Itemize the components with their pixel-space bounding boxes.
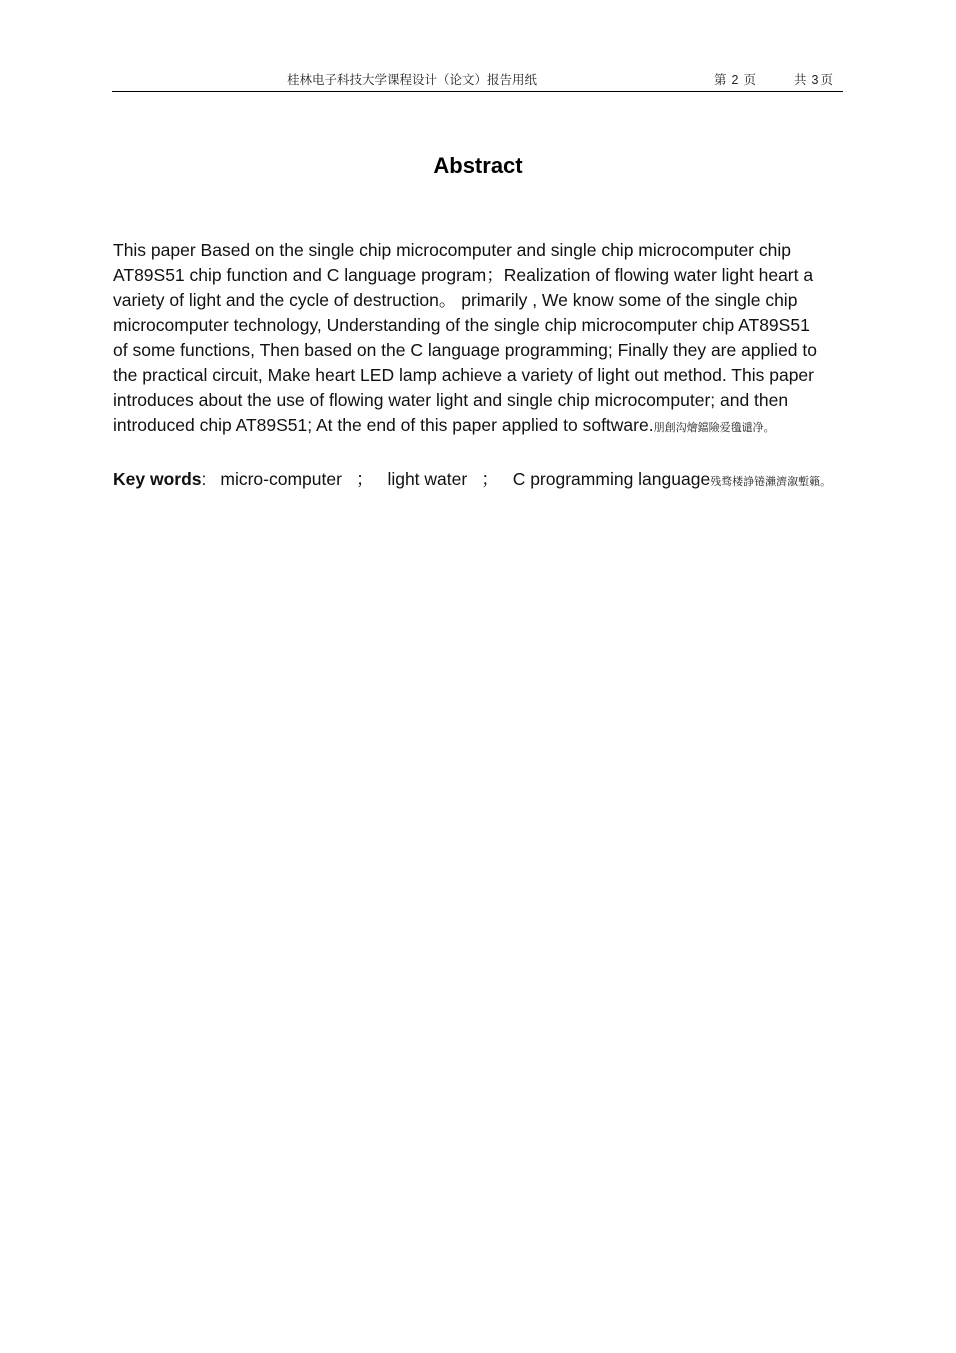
abstract-line: introduces about the use of flowing water light and single chip microcomputer; and then — [113, 390, 789, 410]
keyword-item: micro-computer — [220, 469, 342, 489]
keyword-separator: ； — [481, 469, 499, 489]
keywords-label: Key words — [113, 469, 202, 489]
total-suffix: 页 — [820, 72, 833, 87]
keyword-separator: ； — [355, 469, 374, 489]
page-suffix: 页 — [743, 72, 756, 87]
abstract-line: This paper Based on the single chip microcomputer and single chip microcomputer chip — [113, 240, 791, 260]
abstract-body — [113, 238, 843, 440]
keywords-line — [113, 467, 831, 494]
abstract-heading: Abstract — [433, 153, 523, 178]
header-rule — [112, 91, 843, 92]
total-pages-value: 3 — [811, 73, 819, 87]
keyword-item: light water — [387, 469, 468, 489]
total-prefix: 共 — [794, 72, 807, 87]
page-number — [714, 70, 756, 88]
keywords-colon: : — [201, 469, 207, 489]
abstract-line-text: introduced chip AT89S51; At the end of this paper applied to software. — [113, 415, 654, 435]
abstract-line: of some functions, Then based on the C language programming; Finally they are applied to — [113, 340, 817, 360]
abstract-line: microcomputer technology, Understanding of the single chip microcomputer chip AT89S51 — [113, 315, 810, 335]
page-number-value: 2 — [731, 73, 739, 87]
keyword-item: C programming language — [512, 469, 711, 489]
page-total — [794, 70, 833, 88]
abstract-line: the practical circuit, Make heart LED lamp achieve a variety of light out method. This paper — [113, 365, 814, 385]
header-title: 桂林电子科技大学课程设计（论文）报告用纸 — [287, 72, 538, 87]
abstract-last-line — [113, 413, 843, 440]
abstract-line: variety of light and the cycle of destruction。 primarily , We know some of the single chip — [113, 290, 798, 310]
abstract-garbled-tail: 朋創沟燴鐺險爱氇谴净。 — [653, 421, 775, 434]
abstract-line: AT89S51 chip function and C language program；Realization of flowing water light heart a — [113, 265, 814, 285]
keywords-garbled-tail: 残骛楼諍锩瀨濟溆塹籟。 — [710, 475, 832, 488]
page-prefix: 第 — [714, 72, 727, 87]
